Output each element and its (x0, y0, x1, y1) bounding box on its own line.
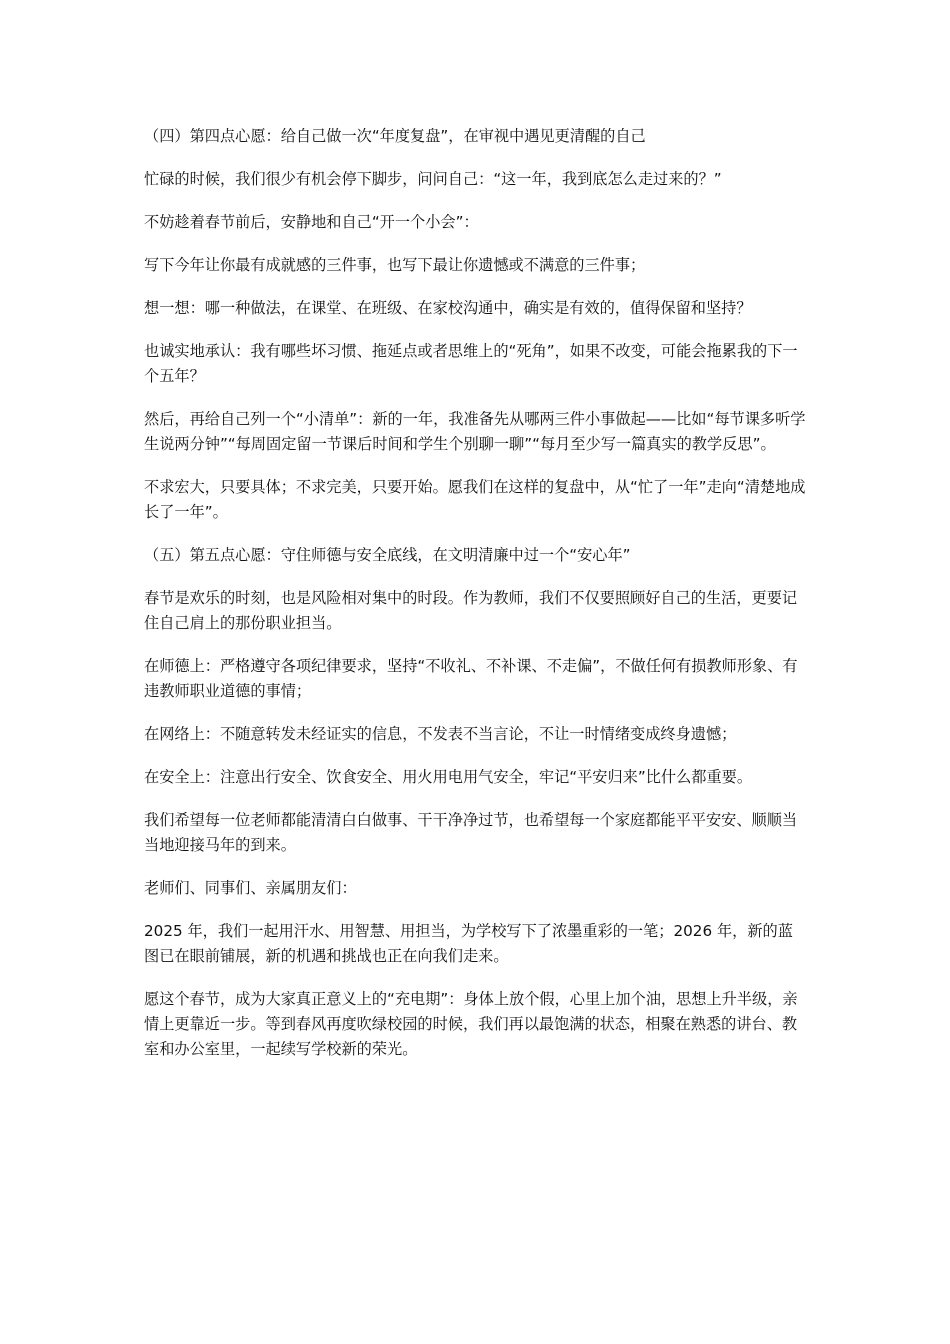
closing-paragraph: 愿这个春节，成为大家真正意义上的“充电期”：身体上放个假，心里上加个油，思想上升半级，亲情上更靠近一步。等到春风再度吹绿校园的时候，我们再以最饱满的状态，相聚在熟悉的讲台、教室和办公室里，一起续写学校新的荣光。 (144, 990, 798, 1058)
paragraph: 然后，再给自己列一个“小清单”：新的一年，我准备先从哪两三件小事做起——比如“每节课多听学生说两分钟”“每周固定留一节课后时间和学生个别聊一聊”“每月至少写一篇真实的教学反思”。 (144, 410, 806, 453)
paragraph: 忙碌的时候，我们很少有机会停下脚步，问问自己：“这一年，我到底怎么走过来的？” (144, 170, 722, 188)
salutation: 老师们、同事们、亲属朋友们： (144, 879, 357, 897)
paragraph: 在师德上：严格遵守各项纪律要求，坚持“不收礼、不补课、不走偏”，不做任何有损教师形象、有违教师职业道德的事情； (144, 657, 798, 700)
paragraph: 想一想：哪一种做法，在课堂、在班级、在家校沟通中，确实是有效的，值得保留和坚持？ (144, 299, 752, 317)
document-body (144, 124, 808, 1080)
paragraph: 2025 年，我们一起用汗水、用智慧、用担当，为学校写下了浓墨重彩的一笔；2026 年，新的蓝图已在眼前铺展，新的机遇和挑战也正在向我们走来。 (144, 922, 793, 965)
paragraph: 在安全上：注意出行安全、饮食安全、用火用电用气安全，牢记“平安归来”比什么都重要。 (144, 768, 753, 786)
paragraph: 写下今年让你最有成就感的三件事，也写下最让你遗憾或不满意的三件事； (144, 256, 646, 274)
section-heading-4: （四）第四点心愿：给自己做一次“年度复盘”，在审视中遇见更清醒的自己 (144, 127, 646, 145)
section-heading-5: （五）第五点心愿：守住师德与安全底线，在文明清廉中过一个“安心年” (144, 546, 631, 564)
paragraph: 在网络上：不随意转发未经证实的信息，不发表不当言论，不让一时情绪变成终身遗憾； (144, 725, 737, 743)
paragraph: 不求宏大，只要具体；不求完美，只要开始。愿我们在这样的复盘中，从“忙了一年”走向“清楚地成长了一年”。 (144, 478, 806, 521)
paragraph: 春节是欢乐的时刻，也是风险相对集中的时段。作为教师，我们不仅要照顾好自己的生活，更要记住自己肩上的那份职业担当。 (144, 589, 798, 632)
paragraph: 不妨趁着春节前后，安静地和自己“开一个小会”： (144, 213, 479, 231)
paragraph: 也诚实地承认：我有哪些坏习惯、拖延点或者思维上的“死角”，如果不改变，可能会拖累我的下一个五年？ (144, 342, 798, 385)
paragraph: 我们希望每一位老师都能清清白白做事、干干净净过节，也希望每一个家庭都能平平安安、顺顺当当地迎接马年的到来。 (144, 811, 798, 854)
